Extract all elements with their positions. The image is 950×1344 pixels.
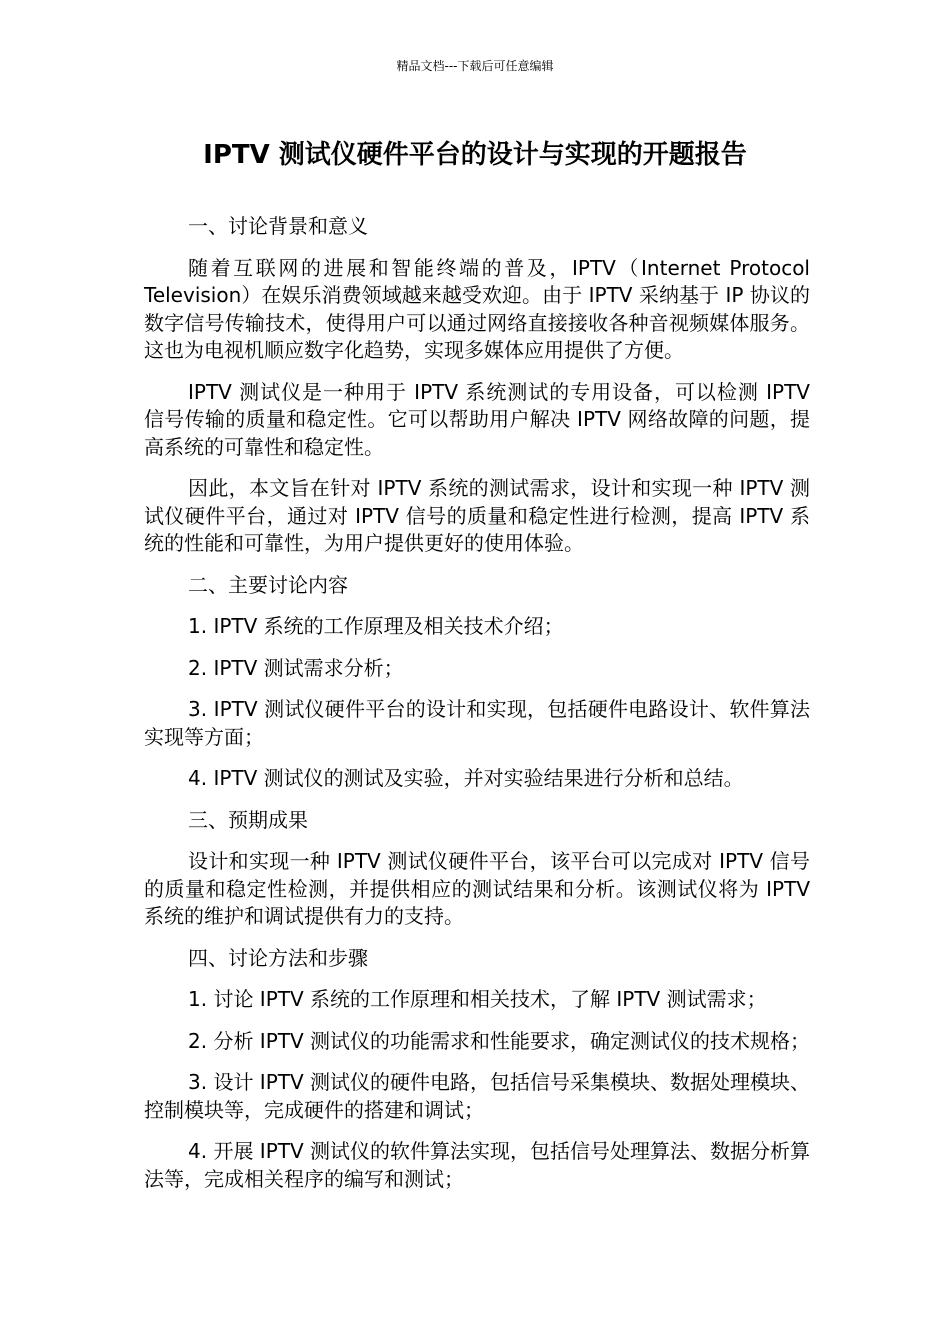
paragraph-background-1: 随着互联网的进展和智能终端的普及，IPTV（Internet Protocol Television）在娱乐消费领域越来越受欢迎。由于 IPTV 采纳基于 IP 协议的数字信号传输技术，使得用户可以通过网络直接接收各种音视频媒体服务。这也为电视机顺应数字化趋势，实现多媒体应用提供了方便。 (144, 255, 810, 362)
content-item-4: 4. IPTV 测试仪的测试及实验，并对实验结果进行分析和总结。 (188, 766, 744, 790)
section-heading-outcomes: 三、预期成果 (188, 807, 308, 832)
document-body (144, 213, 810, 1207)
method-step-3: 3. 设计 IPTV 测试仪的硬件电路，包括信号采集模块、数据处理模块、控制模块等，完成硬件的搭建和调试； (144, 1070, 811, 1122)
document-title: IPTV 测试仪硬件平台的设计与实现的开题报告 (203, 140, 747, 170)
section-heading-methods: 四、讨论方法和步骤 (188, 945, 368, 970)
paragraph-background-3: 因此，本文旨在针对 IPTV 系统的测试需求，设计和实现一种 IPTV 测试仪硬件平台，通过对 IPTV 信号的质量和稳定性进行检测，提高 IPTV 系统的性能和可靠性，为用户提供更好的使用体验。 (144, 476, 810, 555)
paragraph-outcomes: 设计和实现一种 IPTV 测试仪硬件平台，该平台可以完成对 IPTV 信号的质量和稳定性检测，并提供相应的测试结果和分析。该测试仪将为 IPTV 系统的维护和调试提供有力的支持。 (144, 849, 810, 928)
section-heading-background: 一、讨论背景和意义 (188, 214, 368, 238)
section-heading-content: 二、主要讨论内容 (188, 572, 348, 597)
content-item-2: 2. IPTV 测试需求分析； (188, 655, 404, 680)
method-step-1: 1. 讨论 IPTV 系统的工作原理和相关技术，了解 IPTV 测试需求； (188, 987, 767, 1011)
content-item-3: 3. IPTV 测试仪硬件平台的设计和实现，包括硬件电路设计、软件算法实现等方面； (144, 697, 810, 749)
method-step-2: 2. 分析 IPTV 测试仪的功能需求和性能要求，确定测试仪的技术规格； (188, 1028, 811, 1053)
paragraph-background-2: IPTV 测试仪是一种用于 IPTV 系统测试的专用设备，可以检测 IPTV 信号传输的质量和稳定性。它可以帮助用户解决 IPTV 网络故障的问题，提高系统的可靠性和稳定性。 (144, 379, 810, 459)
content-item-1: 1. IPTV 系统的工作原理及相关技术介绍； (188, 614, 564, 638)
header-note: 精品文档---下载后可任意编辑 (396, 59, 554, 73)
method-step-4: 4. 开展 IPTV 测试仪的软件算法实现，包括信号处理算法、数据分析算法等，完成相关程序的编写和测试； (144, 1139, 811, 1191)
